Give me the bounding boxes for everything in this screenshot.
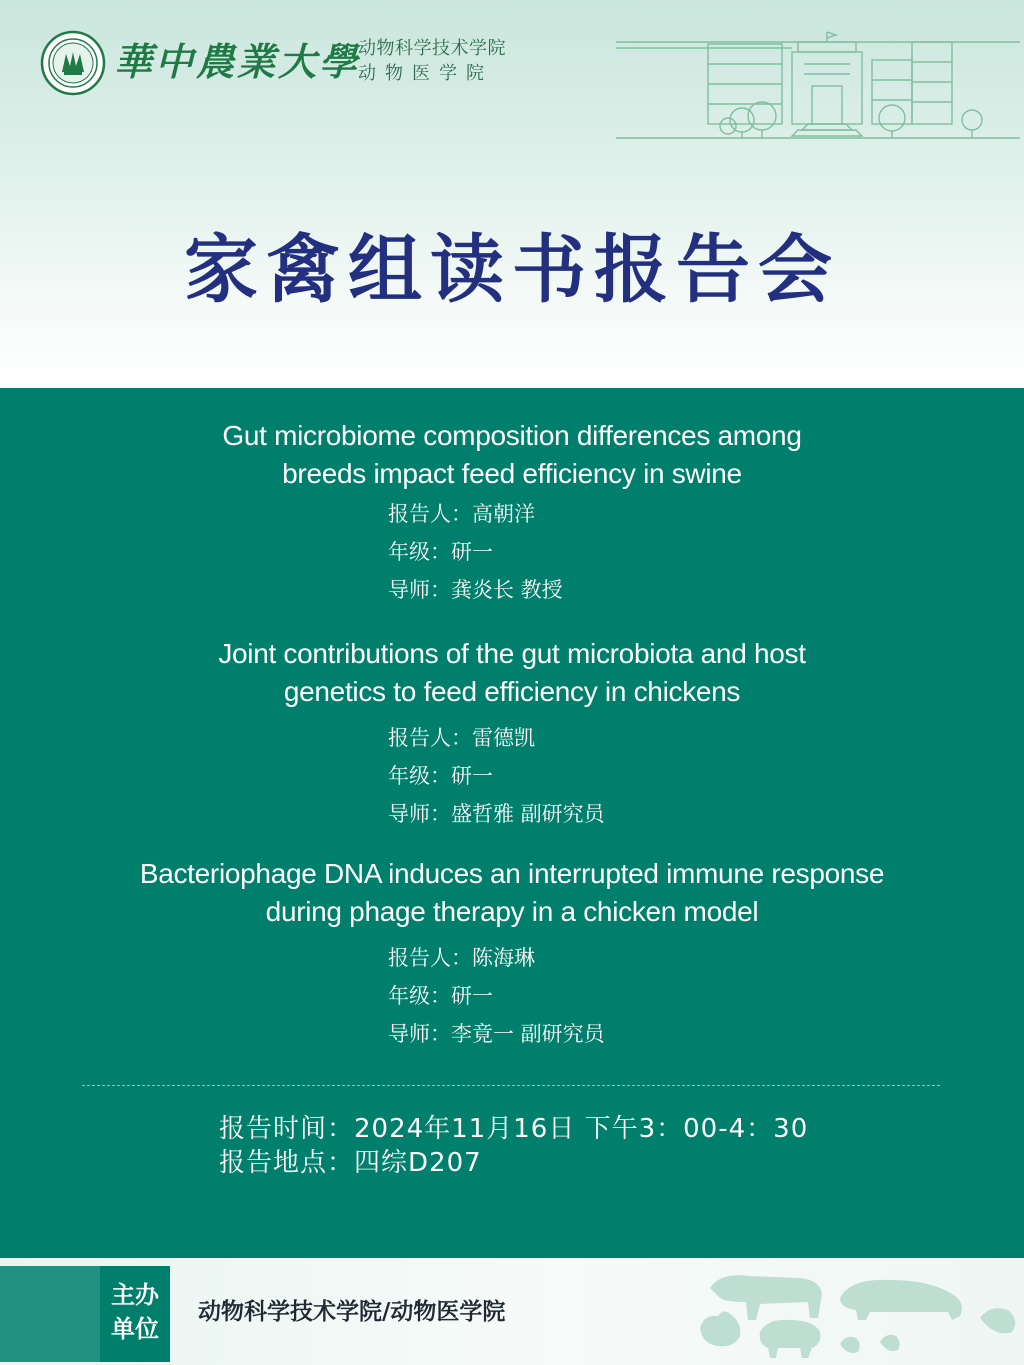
talk-1-advisor: 导师：龚炎长 教授 <box>388 578 563 602</box>
university-name: 華中農業大學 <box>114 39 361 84</box>
organizer-label-line-2: 单位 <box>111 1315 159 1343</box>
livestock-silhouette-icon <box>690 1258 1024 1365</box>
footer <box>0 1258 1024 1365</box>
talk-2-title <box>0 635 1024 711</box>
talk-3-speaker: 报告人：陈海琳 <box>388 946 535 970</box>
talk-2-title-line-2: genetics to feed efficiency in chickens <box>283 676 741 707</box>
talk-1-title <box>0 417 1024 493</box>
talks-panel <box>0 388 1024 1258</box>
talk-2-speaker: 报告人：雷德凯 <box>388 726 535 750</box>
organizer-label-line-1: 主办 <box>111 1281 159 1309</box>
talk-1-speaker: 报告人：高朝洋 <box>388 502 535 526</box>
talk-2-advisor: 导师：盛哲雅 副研究员 <box>388 802 605 826</box>
poster-title: 家禽组读书报告会 <box>184 227 840 313</box>
talk-2-title-line-1: Joint contributions of the gut microbiota and host <box>218 638 806 669</box>
college-animal-science: 动物科学技术学院 <box>358 38 506 59</box>
talk-1-title-line-2: breeds impact feed efficiency in swine <box>282 458 742 489</box>
college-names <box>358 37 506 87</box>
talk-3-title-line-2: during phage therapy in a chicken model <box>265 896 759 927</box>
campus-building-illustration <box>612 30 1024 146</box>
talk-1-grade: 年级：研一 <box>388 540 493 564</box>
college-veterinary: 动物医学院 <box>358 63 493 84</box>
talk-3-title <box>0 855 1024 931</box>
talk-1-title-line-1: Gut microbiome composition differences among <box>222 420 802 451</box>
event-place: 报告地点：四综D207 <box>219 1148 482 1178</box>
organizer-name: 动物科学技术学院/动物医学院 <box>198 1299 506 1325</box>
organizer-label-box <box>100 1266 170 1362</box>
footer-accent-strip <box>0 1266 100 1362</box>
header <box>0 0 1024 390</box>
dashed-divider <box>82 1085 940 1086</box>
talk-3-grade: 年级：研一 <box>388 984 493 1008</box>
talk-2-grade: 年级：研一 <box>388 764 493 788</box>
talk-3-title-line-1: Bacteriophage DNA induces an interrupted immune response <box>139 858 885 889</box>
event-time: 报告时间：2024年11月16日 下午3：00-4：30 <box>219 1114 809 1144</box>
university-seal-icon <box>40 30 106 96</box>
talk-3-advisor: 导师：李竟一 副研究员 <box>388 1022 605 1046</box>
